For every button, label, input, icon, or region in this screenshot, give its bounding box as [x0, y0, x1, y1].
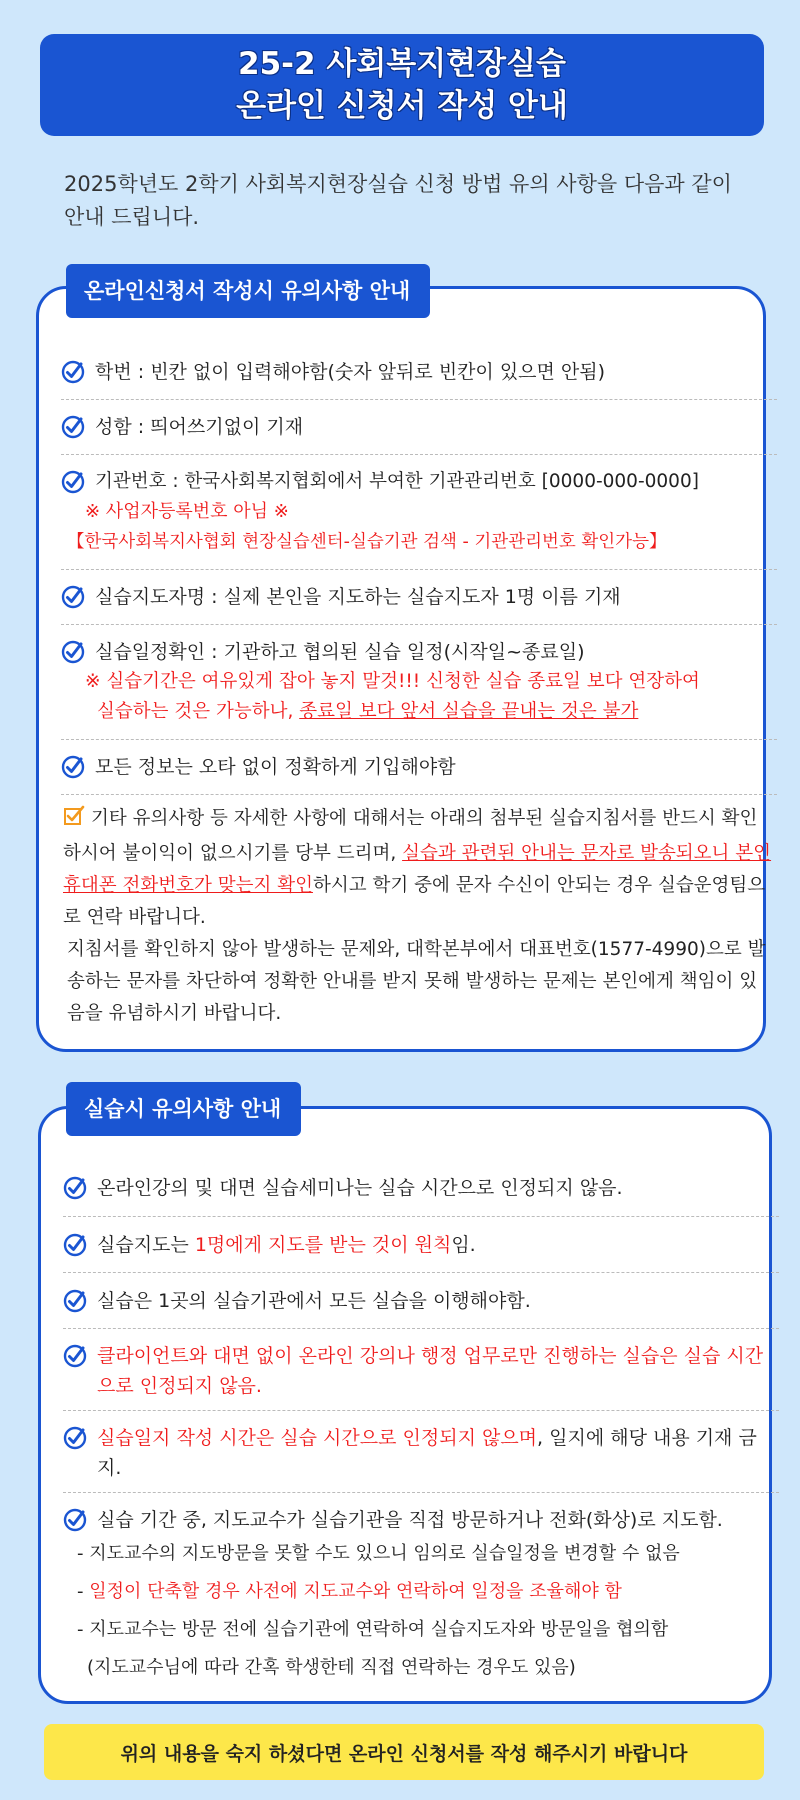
list-item-student-id — [61, 345, 777, 400]
list-item-institution-number — [61, 455, 777, 570]
sub-list-item: - 지도교수의 지도방문을 못할 수도 있으니 임의로 실습일정을 변경할 수 없음 — [77, 1543, 680, 1564]
notice-highlight: 실습과 관련된 안내는 문자로 발송되오니 본인 휴대폰 전화번호가 맞는지 확인 — [63, 843, 772, 896]
list-item-client-contact — [63, 1329, 779, 1411]
check-circle-icon — [63, 1230, 89, 1260]
check-circle-icon — [63, 1505, 89, 1535]
item-text: 실습일지 작성 시간은 실습 시간으로 인정되지 않으며, 일지에 해당 내용 기재 금지. — [97, 1427, 757, 1479]
check-circle-icon — [63, 1423, 89, 1453]
notice-paragraph-2: 지침서를 확인하지 않아 발생하는 문제와, 대학본부에서 대표번호(1577-4990)으로 발송하는 문자를 차단하여 정확한 안내를 받지 못해 발생하는 문제는 본인에게 책임이 있음을 유념하시기 바랍니다. — [67, 939, 766, 1024]
check-circle-icon — [61, 357, 87, 387]
item-text: 실습 기간 중, 지도교수가 실습기관을 직접 방문하거나 전화(화상)로 지도함. — [97, 1509, 723, 1531]
section-application-notes — [36, 286, 772, 1052]
item-text: 실습지도는 1명에게 지도를 받는 것이 원칙임. — [97, 1234, 476, 1256]
check-circle-icon — [63, 1341, 89, 1371]
list-item-schedule — [61, 625, 777, 740]
note-underline: 종료일 보다 앞서 실습을 끝내는 것은 불가 — [299, 701, 639, 722]
title-line-1: 25-2 사회복지현장실습 — [238, 46, 566, 82]
list-item-accuracy — [61, 740, 777, 795]
item-note: 【한국사회복지사협회 현장실습센터-실습기관 검색 - 기관관리번호 확인가능】 — [67, 532, 667, 552]
notice-block — [63, 803, 775, 1033]
sub-list — [63, 1535, 779, 1687]
title-line-2: 온라인 신청서 작성 안내 — [236, 88, 568, 124]
item-text: 모든 정보는 오타 없이 정확하게 기입해야함 — [95, 756, 456, 778]
check-circle-icon — [61, 467, 87, 497]
item-text: 실습은 1곳의 실습기관에서 모든 실습을 이행해야함. — [97, 1290, 531, 1312]
item-text: 실습지도자명 : 실제 본인을 지도하는 실습지도자 1명 이름 기재 — [95, 586, 621, 608]
sub-list-item: - 일정이 단축할 경우 사전에 지도교수와 연락하여 일정을 조율해야 함 — [77, 1581, 622, 1602]
item-text: 기관번호 : 한국사회복지협회에서 부여한 기관관리번호 [0000-000-0000] — [95, 471, 699, 492]
check-circle-icon — [61, 637, 87, 667]
item-note: ※ 실습기간은 여유있게 잡아 놓지 말것!!! 신청한 실습 종료일 보다 연장하여 — [85, 671, 700, 692]
check-circle-icon — [63, 1173, 89, 1203]
list-item-professor-visit — [63, 1493, 779, 1693]
item-text: 성함 : 띄어쓰기없이 기재 — [95, 416, 304, 438]
item-text: 온라인강의 및 대면 실습세미나는 실습 시간으로 인정되지 않음. — [97, 1177, 623, 1199]
item-text: 실습일정확인 : 기관하고 협의된 실습 일정(시작일~종료일) — [95, 641, 585, 663]
section-practicum-notes — [38, 1106, 772, 1704]
list-item-online-lecture — [63, 1159, 779, 1217]
item-note: ※ 사업자등록번호 아님 ※ — [85, 501, 289, 522]
list-item-supervisor-name — [61, 570, 777, 625]
notice-paragraph-1: 기타 유의사항 등 자세한 사항에 대해서는 아래의 첨부된 실습지침서를 반드시 확인하시어 불이익이 없으시기를 당부 드리며, 실습과 관련된 안내는 문자로 발송되오니 본인 휴대폰 전화번호가 맞는지 확인하시고 학기 중에 문자 수신이 안되는 경우 실습운영팀으로 연락 바랍니다. — [63, 803, 775, 934]
check-circle-icon — [61, 412, 87, 442]
check-circle-icon — [61, 582, 87, 612]
sub-list-item: - 지도교수는 방문 전에 실습기관에 연락하여 실습지도자와 방문일을 협의함 — [77, 1619, 669, 1640]
item-text: 학번 : 빈칸 없이 입력해야함(숫자 앞뒤로 빈칸이 있으면 안됨) — [95, 361, 606, 383]
note-part: 실습하는 것은 가능하나, — [97, 701, 300, 722]
list-item-single-institution — [63, 1273, 779, 1329]
check-circle-icon — [61, 752, 87, 782]
list-item-journal-time — [63, 1411, 779, 1493]
check-circle-icon — [63, 1286, 89, 1316]
title-banner — [40, 34, 764, 136]
item-text: 클라이언트와 대면 없이 온라인 강의나 행정 업무로만 진행하는 실습은 실습 시간으로 인정되지 않음. — [97, 1345, 764, 1397]
section-tab-application: 온라인신청서 작성시 유의사항 안내 — [66, 264, 430, 318]
list-item-single-supervisor — [63, 1217, 779, 1273]
item-note — [61, 697, 777, 727]
footer-banner: 위의 내용을 숙지 하셨다면 온라인 신청서를 작성 해주시기 바랍니다 — [44, 1724, 764, 1780]
sub-list-item: (지도교수님에 따라 간혹 학생한테 직접 연락하는 경우도 있음) — [87, 1657, 576, 1678]
intro-text: 2025학년도 2학기 사회복지현장실습 신청 방법 유의 사항을 다음과 같이 안내 드립니다. — [64, 172, 732, 229]
list-item-name — [61, 400, 777, 455]
section-tab-practicum: 실습시 유의사항 안내 — [66, 1082, 301, 1136]
checkbox-icon — [63, 805, 85, 838]
